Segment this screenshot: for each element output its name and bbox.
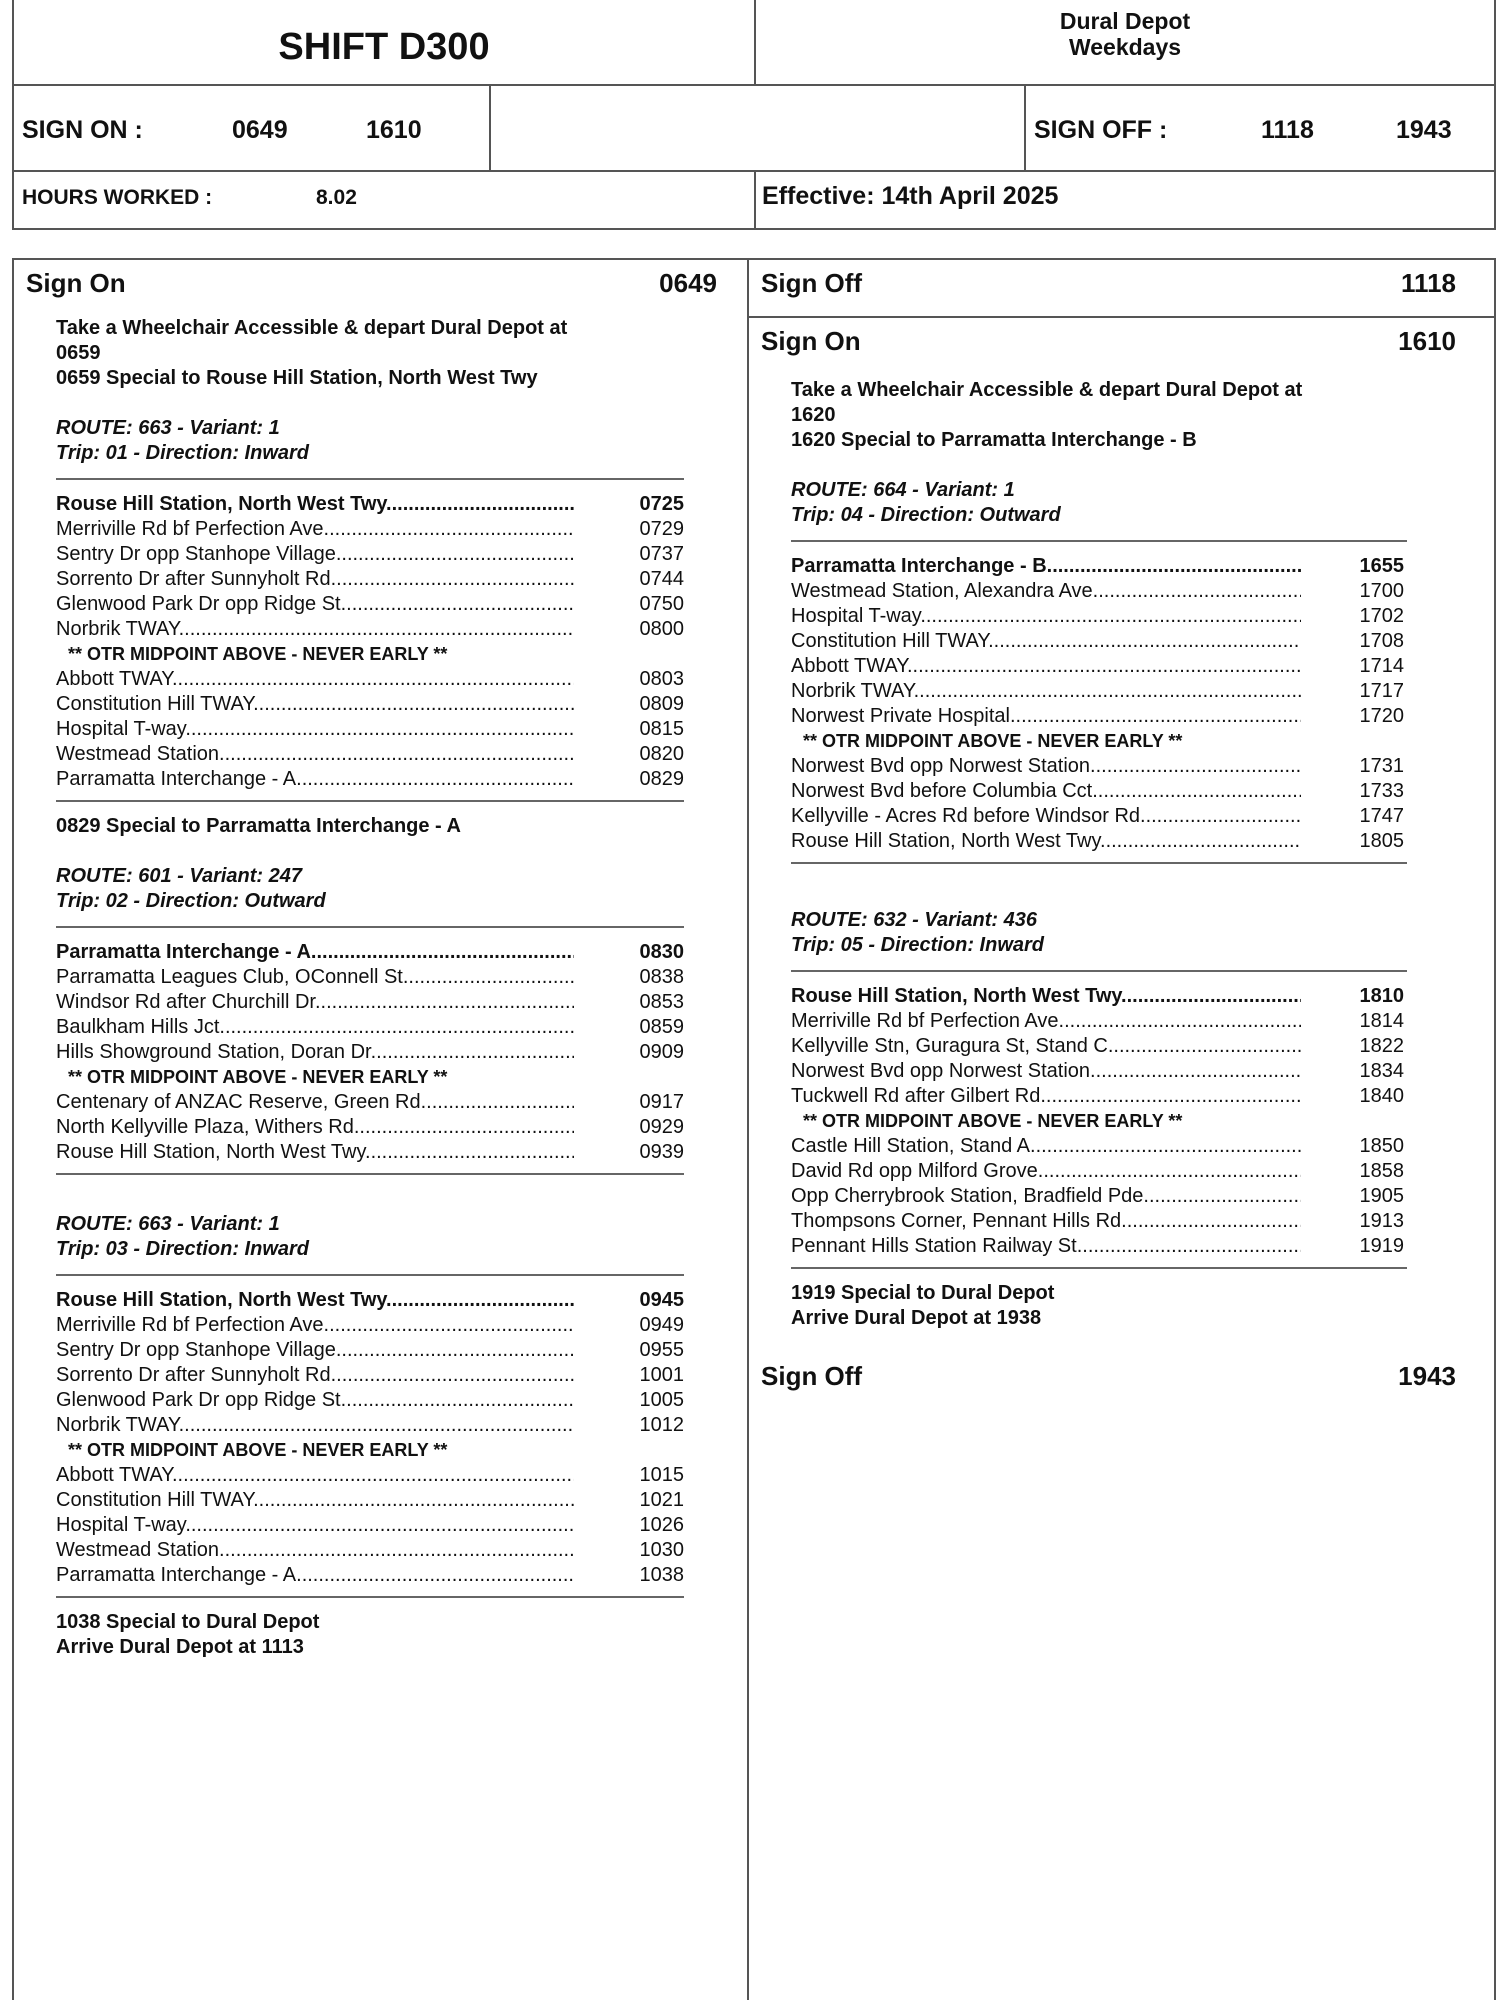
stop-time: 1814 <box>1359 1010 1404 1032</box>
stop-time: 1720 <box>1359 705 1404 727</box>
stop-time: 1850 <box>1359 1135 1404 1157</box>
divider <box>489 86 491 170</box>
stop-name: Norwest Bvd opp Norwest Station ..... <box>791 1059 1301 1084</box>
stop-row <box>791 1084 1494 1109</box>
stop-row <box>791 679 1494 704</box>
stop-row <box>56 1513 747 1538</box>
route-label: ROUTE: 663 - Variant: 1 <box>56 1213 280 1235</box>
stop-row <box>791 779 1494 804</box>
stop-row <box>791 604 1494 629</box>
arrive-depot: Arrive Dural Depot at 1113 <box>56 1636 304 1658</box>
stop-row <box>56 1115 747 1140</box>
sign-on-time-1: 0649 <box>232 116 288 144</box>
stop-time: 1805 <box>1359 830 1404 852</box>
stop-row <box>56 617 747 642</box>
sign-off-time: 1943 <box>1398 1361 1456 1391</box>
stop-time: 1840 <box>1359 1085 1404 1107</box>
stop-time: 1005 <box>639 1389 684 1411</box>
separator <box>791 1267 1407 1269</box>
sign-on-time: 0649 <box>659 268 717 298</box>
stop-name: Norwest Private Hospital ..... <box>791 704 1301 729</box>
sign-off-time: 1118 <box>1401 268 1456 298</box>
separator <box>791 862 1407 864</box>
stop-time: 1717 <box>1359 680 1404 702</box>
stop-time: 1702 <box>1359 605 1404 627</box>
header-row-hours <box>14 172 1494 230</box>
left-column <box>12 258 749 2000</box>
right-duty-body <box>749 362 1494 1331</box>
stop-name: Hills Showground Station, Doran Dr ..... <box>56 1040 574 1065</box>
final-sign-off-row <box>749 1353 1494 1397</box>
divider <box>1024 86 1026 170</box>
stop-name: Parramatta Interchange - B ..... <box>791 554 1301 579</box>
stop-time: 1714 <box>1359 655 1404 677</box>
stop-name: Rouse Hill Station, North West Twy ..... <box>791 984 1301 1009</box>
stop-row <box>56 1488 747 1513</box>
stop-row <box>791 804 1494 829</box>
arrive-depot: Arrive Dural Depot at 1938 <box>791 1307 1042 1329</box>
stop-row <box>56 990 747 1015</box>
stop-name: Hospital T-way ..... <box>791 604 1301 629</box>
stop-time: 0809 <box>639 693 684 715</box>
stop-row <box>791 1209 1494 1234</box>
stop-time: 0830 <box>639 941 684 963</box>
header-row-title <box>14 0 1494 86</box>
stop-name: Westmead Station ..... <box>56 742 574 767</box>
stop-row <box>791 654 1494 679</box>
effective-date: Effective: 14th April 2025 <box>762 182 1059 210</box>
separator <box>791 970 1407 972</box>
stop-time: 1026 <box>639 1514 684 1536</box>
stop-row <box>791 1009 1494 1034</box>
stop-row <box>791 579 1494 604</box>
end-of-duty <box>791 1281 1494 1331</box>
stop-row <box>56 767 747 792</box>
stop-row <box>56 940 747 965</box>
stop-name: Parramatta Interchange - A ..... <box>56 767 574 792</box>
special-trip: 1620 Special to Parramatta Interchange - B <box>791 429 1197 451</box>
route-label: ROUTE: 632 - Variant: 436 <box>791 909 1038 931</box>
trip-label: Trip: 03 - Direction: Inward <box>56 1238 309 1260</box>
shift-header <box>12 0 1496 230</box>
stop-time: 0949 <box>639 1314 684 1336</box>
stop-name: Tuckwell Rd after Gilbert Rd ..... <box>791 1084 1301 1109</box>
stop-name: Norwest Bvd opp Norwest Station ..... <box>791 754 1301 779</box>
stop-row <box>791 629 1494 654</box>
stop-row <box>56 1563 747 1588</box>
stop-time: 1834 <box>1359 1060 1404 1082</box>
divider <box>754 172 756 230</box>
stop-name: Parramatta Interchange - A ..... <box>56 1563 574 1588</box>
stop-time: 1700 <box>1359 580 1404 602</box>
stop-time: 0750 <box>639 593 684 615</box>
trip-5-header <box>791 908 1494 958</box>
stop-time: 0929 <box>639 1116 684 1138</box>
stop-row <box>791 1234 1494 1259</box>
stop-row <box>791 1184 1494 1209</box>
stop-row <box>56 1040 747 1065</box>
stop-name: Glenwood Park Dr opp Ridge St ..... <box>56 592 574 617</box>
stop-name: Centenary of ANZAC Reserve, Green Rd ..... <box>56 1090 574 1115</box>
trip-label: Trip: 01 - Direction: Inward <box>56 442 309 464</box>
sign-off-row <box>749 260 1494 316</box>
day-type: Weekdays <box>1068 34 1182 60</box>
trip-label: Trip: 05 - Direction: Inward <box>791 934 1044 956</box>
stop-row <box>56 592 747 617</box>
depart-instruction <box>56 316 747 391</box>
separator <box>56 800 684 802</box>
stop-time: 0917 <box>639 1091 684 1113</box>
stop-time: 0729 <box>639 518 684 540</box>
sign-off-time-2: 1943 <box>1396 116 1452 144</box>
stop-name: Kellyville Stn, Guragura St, Stand C ..... <box>791 1034 1301 1059</box>
stop-row <box>791 704 1494 729</box>
stop-row <box>56 692 747 717</box>
stop-time: 0803 <box>639 668 684 690</box>
route-label: ROUTE: 663 - Variant: 1 <box>56 417 280 439</box>
stop-name: Westmead Station, Alexandra Ave ..... <box>791 579 1301 604</box>
stop-name: Norbrik TWAY ..... <box>56 1413 574 1438</box>
stop-name: Castle Hill Station, Stand A ..... <box>791 1134 1301 1159</box>
right-column <box>749 258 1496 2000</box>
stop-time: 1858 <box>1359 1160 1404 1182</box>
otr-midpoint-note: ** OTR MIDPOINT ABOVE - NEVER EARLY ** <box>68 1440 448 1460</box>
stop-row <box>56 492 747 517</box>
trip-3-header <box>56 1212 747 1262</box>
stop-time: 0853 <box>639 991 684 1013</box>
special-trip: 1919 Special to Dural Depot <box>791 1282 1055 1304</box>
stop-time: 0955 <box>639 1339 684 1361</box>
stop-name: Merriville Rd bf Perfection Ave ..... <box>791 1009 1301 1034</box>
sign-on-time: 1610 <box>1398 326 1456 356</box>
sign-on-row <box>749 318 1494 362</box>
sign-off-label: SIGN OFF : <box>1034 116 1168 144</box>
stop-row <box>791 1034 1494 1059</box>
stop-name: Rouse Hill Station, North West Twy ..... <box>56 1140 574 1165</box>
sign-off-time-1: 1118 <box>1261 116 1314 144</box>
special-trip: 0659 Special to Rouse Hill Station, North West Twy <box>56 367 538 389</box>
stop-time: 0800 <box>639 618 684 640</box>
trip-label: Trip: 04 - Direction: Outward <box>791 504 1061 526</box>
otr-midpoint-note: ** OTR MIDPOINT ABOVE - NEVER EARLY ** <box>803 731 1183 751</box>
stop-row <box>791 554 1494 579</box>
shift-title: SHIFT D300 <box>278 26 490 68</box>
stop-row <box>56 1338 747 1363</box>
sign-on-row <box>14 260 747 304</box>
stop-name: Pennant Hills Station Railway St ..... <box>791 1234 1301 1259</box>
stop-name: North Kellyville Plaza, Withers Rd ..... <box>56 1115 574 1140</box>
separator <box>56 1173 684 1175</box>
stop-name: Westmead Station ..... <box>56 1538 574 1563</box>
trip-1-stops <box>56 492 747 792</box>
stop-row <box>56 1463 747 1488</box>
otr-midpoint-note: ** OTR MIDPOINT ABOVE - NEVER EARLY ** <box>803 1111 1183 1131</box>
trip-4-stops <box>791 554 1494 854</box>
stop-time: 1905 <box>1359 1185 1404 1207</box>
stop-row <box>791 754 1494 779</box>
hours-value: 8.02 <box>316 186 357 209</box>
stop-name: Hospital T-way ..... <box>56 1513 574 1538</box>
depot-name: Dural Depot <box>1059 8 1191 34</box>
stop-name: Windsor Rd after Churchill Dr ..... <box>56 990 574 1015</box>
stop-time: 0725 <box>639 493 684 515</box>
stop-time: 0744 <box>639 568 684 590</box>
trip-5-stops <box>791 984 1494 1259</box>
stop-name: David Rd opp Milford Grove ..... <box>791 1159 1301 1184</box>
stop-time: 0829 <box>639 768 684 790</box>
stop-time: 1747 <box>1359 805 1404 827</box>
trip-3-stops <box>56 1288 747 1588</box>
stop-time: 1030 <box>639 1539 684 1561</box>
stop-name: Parramatta Leagues Club, OConnell St ..... <box>56 965 574 990</box>
stop-name: Sorrento Dr after Sunnyholt Rd ..... <box>56 567 574 592</box>
stop-time: 1822 <box>1359 1035 1404 1057</box>
separator <box>56 1596 684 1598</box>
route-label: ROUTE: 601 - Variant: 247 <box>56 865 303 887</box>
special-trip: 0829 Special to Parramatta Interchange - A <box>56 815 461 837</box>
stop-row <box>56 517 747 542</box>
stop-name: Thompsons Corner, Pennant Hills Rd ..... <box>791 1209 1301 1234</box>
stop-row <box>791 1159 1494 1184</box>
sign-off-label: Sign Off <box>761 1361 863 1391</box>
stop-name: Abbott TWAY ..... <box>56 667 574 692</box>
stop-row <box>56 667 747 692</box>
stop-row <box>56 1388 747 1413</box>
stop-time: 1012 <box>639 1414 684 1436</box>
trip-2-header <box>56 864 747 914</box>
separator <box>56 926 684 928</box>
separator <box>56 478 684 480</box>
stop-row <box>56 1363 747 1388</box>
stop-time: 1021 <box>639 1489 684 1511</box>
stop-time: 1913 <box>1359 1210 1404 1232</box>
stop-time: 1919 <box>1359 1235 1404 1257</box>
stop-name: Rouse Hill Station, North West Twy ..... <box>56 492 574 517</box>
trip-4-header <box>791 478 1494 528</box>
stop-row <box>791 984 1494 1009</box>
stop-name: Opp Cherrybrook Station, Bradfield Pde ..... <box>791 1184 1301 1209</box>
hours-label: HOURS WORKED : <box>22 186 213 209</box>
depot-block <box>756 8 1494 60</box>
stop-name: Baulkham Hills Jct ..... <box>56 1015 574 1040</box>
separator <box>56 1274 684 1276</box>
stop-time: 0820 <box>639 743 684 765</box>
stop-name: Sentry Dr opp Stanhope Village ..... <box>56 1338 574 1363</box>
stop-name: Rouse Hill Station, North West Twy ..... <box>791 829 1301 854</box>
stop-time: 1001 <box>639 1364 684 1386</box>
route-label: ROUTE: 664 - Variant: 1 <box>791 479 1015 501</box>
stop-name: Constitution Hill TWAY ..... <box>791 629 1301 654</box>
sign-on-label: Sign On <box>761 326 861 356</box>
stop-name: Glenwood Park Dr opp Ridge St ..... <box>56 1388 574 1413</box>
stop-row <box>791 829 1494 854</box>
sign-on-label: Sign On <box>26 268 126 298</box>
left-duty-body <box>14 304 747 1660</box>
stop-time: 1038 <box>639 1564 684 1586</box>
sign-on-time-2: 1610 <box>366 116 422 144</box>
stop-time: 0815 <box>639 718 684 740</box>
depart-instruction <box>791 378 1494 453</box>
stop-time: 1655 <box>1359 555 1404 577</box>
trip-2-stops <box>56 940 747 1165</box>
stop-row <box>56 1288 747 1313</box>
stop-time: 1015 <box>639 1464 684 1486</box>
stop-time: 1708 <box>1359 630 1404 652</box>
stop-time: 0909 <box>639 1041 684 1063</box>
stop-name: Constitution Hill TWAY ..... <box>56 1488 574 1513</box>
stop-row <box>791 1134 1494 1159</box>
stop-time: 1810 <box>1359 985 1404 1007</box>
trip-label: Trip: 02 - Direction: Outward <box>56 890 326 912</box>
stop-time: 0945 <box>639 1289 684 1311</box>
stop-row <box>56 1015 747 1040</box>
stop-name: Constitution Hill TWAY ..... <box>56 692 574 717</box>
stop-name: Norwest Bvd before Columbia Cct ..... <box>791 779 1301 804</box>
stop-name: Norbrik TWAY ..... <box>791 679 1301 704</box>
stop-name: Sentry Dr opp Stanhope Village ..... <box>56 542 574 567</box>
stop-row <box>56 965 747 990</box>
stop-row <box>56 567 747 592</box>
stop-name: Abbott TWAY ..... <box>56 1463 574 1488</box>
stop-time: 0838 <box>639 966 684 988</box>
stop-name: Sorrento Dr after Sunnyholt Rd ..... <box>56 1363 574 1388</box>
stop-time: 0737 <box>639 543 684 565</box>
stop-name: Parramatta Interchange - A ..... <box>56 940 574 965</box>
otr-midpoint-note: ** OTR MIDPOINT ABOVE - NEVER EARLY ** <box>68 644 448 664</box>
stop-time: 0859 <box>639 1016 684 1038</box>
depart-text: Take a Wheelchair Accessible & depart Dural Depot at <box>56 317 568 339</box>
stop-row <box>56 742 747 767</box>
stop-name: Rouse Hill Station, North West Twy ..... <box>56 1288 574 1313</box>
end-of-duty <box>56 1610 747 1660</box>
otr-midpoint-note: ** OTR MIDPOINT ABOVE - NEVER EARLY ** <box>68 1067 448 1087</box>
stop-row <box>791 1059 1494 1084</box>
stop-row <box>56 1313 747 1338</box>
stop-time: 1731 <box>1359 755 1404 777</box>
stop-row <box>56 1090 747 1115</box>
stop-name: Merriville Rd bf Perfection Ave ..... <box>56 517 574 542</box>
depart-time: 0659 <box>56 342 101 364</box>
special-trip: 1038 Special to Dural Depot <box>56 1611 320 1633</box>
header-row-sign-times <box>14 86 1494 172</box>
stop-row <box>56 1140 747 1165</box>
stop-name: Hospital T-way ..... <box>56 717 574 742</box>
stop-row <box>56 542 747 567</box>
sign-off-label: Sign Off <box>761 268 863 298</box>
trip-1-header <box>56 416 747 466</box>
depart-text: Take a Wheelchair Accessible & depart Dural Depot at <box>791 379 1303 401</box>
stop-row <box>56 1413 747 1438</box>
stop-time: 1733 <box>1359 780 1404 802</box>
stop-name: Norbrik TWAY ..... <box>56 617 574 642</box>
sign-on-label: SIGN ON : <box>22 116 143 144</box>
stop-name: Kellyville - Acres Rd before Windsor Rd ..... <box>791 804 1301 829</box>
stop-row <box>56 717 747 742</box>
separator <box>791 540 1407 542</box>
depart-time: 1620 <box>791 404 836 426</box>
stop-time: 0939 <box>639 1141 684 1163</box>
stop-name: Merriville Rd bf Perfection Ave ..... <box>56 1313 574 1338</box>
stop-name: Abbott TWAY ..... <box>791 654 1301 679</box>
stop-row <box>56 1538 747 1563</box>
